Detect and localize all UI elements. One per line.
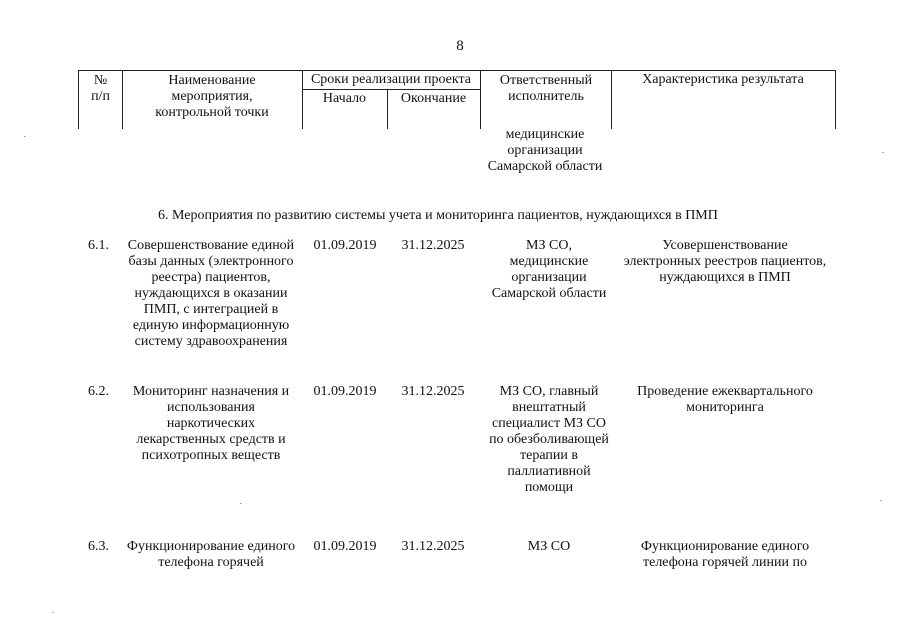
continuation-responsible: медицинские организации Самарской области — [487, 127, 603, 174]
header-period: Сроки реализации проекта — [310, 72, 472, 87]
row-result: Усовершенствование электронных реестров пациентов, нуждающихся в ПМП — [623, 238, 827, 285]
header-num — [79, 73, 122, 105]
row-activity-name: Мониторинг назначения и использования наркотических лекарственных средств и психотропных веществ — [132, 384, 290, 463]
row-number: 6.3. — [88, 539, 109, 554]
row-start-date: 01.09.2019 — [313, 539, 377, 554]
row-activity-name: Функционирование единого телефона горячей — [126, 539, 296, 570]
row-responsible: МЗ СО, главный внештатный специалист МЗ СО по обезболивающей терапии в паллиативной помощи — [489, 384, 609, 495]
row-end-date: 31.12.2025 — [401, 539, 465, 554]
page-number: 8 — [456, 38, 464, 54]
scan-speck — [240, 503, 242, 504]
header-start: Начало — [322, 91, 367, 106]
header-num-line1: № — [93, 73, 108, 88]
row-end-date: 31.12.2025 — [401, 384, 465, 399]
header-responsible: Ответственный исполнитель — [499, 73, 593, 104]
scan-speck — [24, 136, 26, 137]
row-divider — [302, 89, 480, 90]
row-number: 6.1. — [88, 238, 109, 253]
header-result: Характеристика результата — [642, 72, 804, 87]
table-header — [78, 70, 836, 129]
row-start-date: 01.09.2019 — [313, 238, 377, 253]
row-number: 6.2. — [88, 384, 109, 399]
row-responsible: МЗ СО, медицинские организации Самарской области — [491, 238, 607, 301]
row-result: Проведение ежеквартального мониторинга — [637, 384, 813, 415]
row-activity-name: Совершенствование единой базы данных (электронного реестра) пациентов, нуждающихся в оказании ПМП, с интеграцией в единую информационную систему здравоохранения — [127, 238, 295, 349]
scan-speck — [52, 612, 54, 613]
row-start-date: 01.09.2019 — [313, 384, 377, 399]
header-end: Окончание — [400, 91, 467, 106]
scan-speck — [882, 152, 884, 153]
column-divider — [122, 71, 123, 129]
section-title: 6. Мероприятия по развитию системы учета и мониторинга пациентов, нуждающихся в ПМП — [158, 208, 718, 223]
row-responsible: МЗ СО — [527, 539, 571, 554]
header-num-line2: п/п — [91, 89, 110, 104]
row-end-date: 31.12.2025 — [401, 238, 465, 253]
column-divider — [480, 71, 481, 129]
header-name: Наименование мероприятия, контрольной точки — [155, 73, 269, 120]
scan-speck — [880, 500, 882, 501]
row-result: Функционирование единого телефона горячей линии по — [640, 539, 810, 570]
